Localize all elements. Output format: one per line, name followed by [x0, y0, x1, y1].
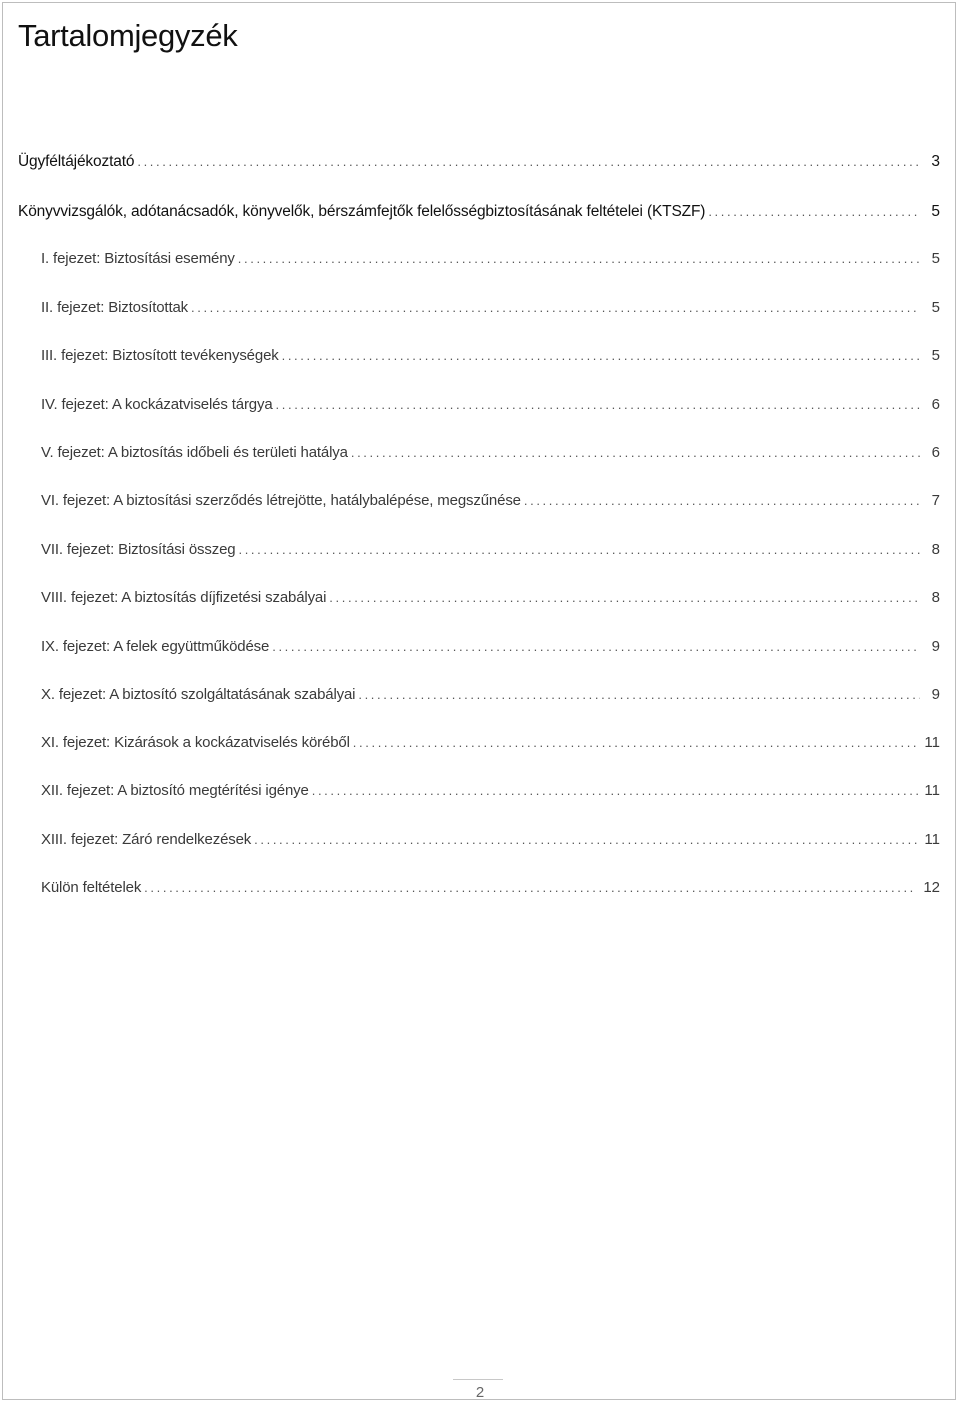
toc-entry-label: I. fejezet: Biztosítási esemény	[41, 250, 235, 267]
toc-entry-page: 9	[931, 638, 940, 655]
dot-leader	[329, 587, 920, 609]
toc-entry-label: XIII. fejezet: Záró rendelkezések	[41, 831, 252, 848]
dot-leader	[312, 780, 919, 802]
toc-entry-chapter-5[interactable]	[41, 442, 940, 464]
toc-entry-label: XI. fejezet: Kizárások a kockázatviselés köréből	[41, 734, 350, 751]
toc-entry-chapter-13[interactable]	[41, 829, 940, 851]
toc-entry-label: Külön feltételek	[41, 879, 142, 896]
page-number: 2	[475, 1384, 485, 1401]
toc-entry-ktszf[interactable]	[18, 201, 940, 223]
dot-leader	[708, 201, 920, 223]
toc-entry-label: X. fejezet: A biztosító szolgáltatásának szabályai	[41, 686, 356, 703]
dot-leader	[254, 829, 918, 851]
toc-entry-chapter-11[interactable]	[41, 732, 940, 754]
toc-entry-label: II. fejezet: Biztosítottak	[41, 299, 189, 316]
dot-leader	[144, 877, 917, 899]
toc-entry-page: 5	[931, 299, 940, 316]
toc-entry-chapter-4[interactable]	[41, 394, 940, 416]
toc-entry-label: Ügyféltájékoztató	[18, 153, 135, 170]
dot-leader	[358, 684, 920, 706]
toc-entry-chapter-9[interactable]	[41, 636, 940, 658]
toc-entry-chapter-12[interactable]	[41, 780, 940, 802]
footer-divider	[453, 1379, 503, 1380]
page-title: Tartalomjegyzék	[18, 18, 238, 53]
toc-entry-chapter-8[interactable]	[41, 587, 940, 609]
toc-entry-label: IV. fejezet: A kockázatviselés tárgya	[41, 396, 273, 413]
dot-leader	[137, 151, 920, 173]
toc-entry-page: 5	[931, 203, 940, 220]
toc-entry-chapter-2[interactable]	[41, 297, 940, 319]
toc-entry-label: VII. fejezet: Biztosítási összeg	[41, 541, 236, 558]
toc-entry-label: III. fejezet: Biztosított tevékenységek	[41, 347, 279, 364]
dot-leader	[282, 345, 920, 367]
toc-entry-label: IX. fejezet: A felek együttműködése	[41, 638, 270, 655]
toc-entry-chapter-10[interactable]	[41, 684, 940, 706]
toc-entry-page: 9	[931, 686, 940, 703]
toc-entry-label: Könyvvizsgálók, adótanácsadók, könyvelők, bérszámfejtők felelősségbiztosításának feltételei (KTSZF)	[18, 203, 706, 220]
toc-entry-page: 11	[924, 782, 940, 799]
toc-entry-page: 7	[931, 492, 940, 509]
toc-entry-chapter-6[interactable]	[41, 490, 940, 512]
dot-leader	[276, 394, 920, 416]
toc-entry-chapter-3[interactable]	[41, 345, 940, 367]
toc-entry-page: 5	[931, 347, 940, 364]
toc-entry-label: VI. fejezet: A biztosítási szerződés létrejötte, hatálybalépése, megszűnése	[41, 492, 521, 509]
dot-leader	[191, 297, 920, 319]
toc-entry-chapter-7[interactable]	[41, 539, 940, 561]
toc-entry-page: 8	[931, 589, 940, 606]
dot-leader	[238, 248, 920, 270]
toc-entry-chapter-1[interactable]	[41, 248, 940, 270]
dot-leader	[272, 636, 920, 658]
toc-entry-page: 6	[931, 396, 940, 413]
toc-entry-page: 6	[931, 444, 940, 461]
toc-entry-page: 11	[924, 831, 940, 848]
toc-entry-label: XII. fejezet: A biztosító megtérítési igénye	[41, 782, 309, 799]
toc-entry-page: 8	[931, 541, 940, 558]
dot-leader	[353, 732, 919, 754]
dot-leader	[524, 490, 920, 512]
toc-entry-page: 5	[931, 250, 940, 267]
toc-entry-ugyfeltajekoztato[interactable]	[18, 151, 940, 173]
toc-entry-page: 12	[923, 879, 940, 896]
toc-entry-page: 11	[924, 734, 940, 751]
toc-entry-label: VIII. fejezet: A biztosítás díjfizetési szabályai	[41, 589, 327, 606]
toc-entry-kulon-feltetelek[interactable]	[41, 877, 940, 899]
dot-leader	[238, 539, 920, 561]
toc-entry-page: 3	[931, 153, 940, 170]
dot-leader	[351, 442, 920, 464]
toc-entry-label: V. fejezet: A biztosítás időbeli és területi hatálya	[41, 444, 348, 461]
